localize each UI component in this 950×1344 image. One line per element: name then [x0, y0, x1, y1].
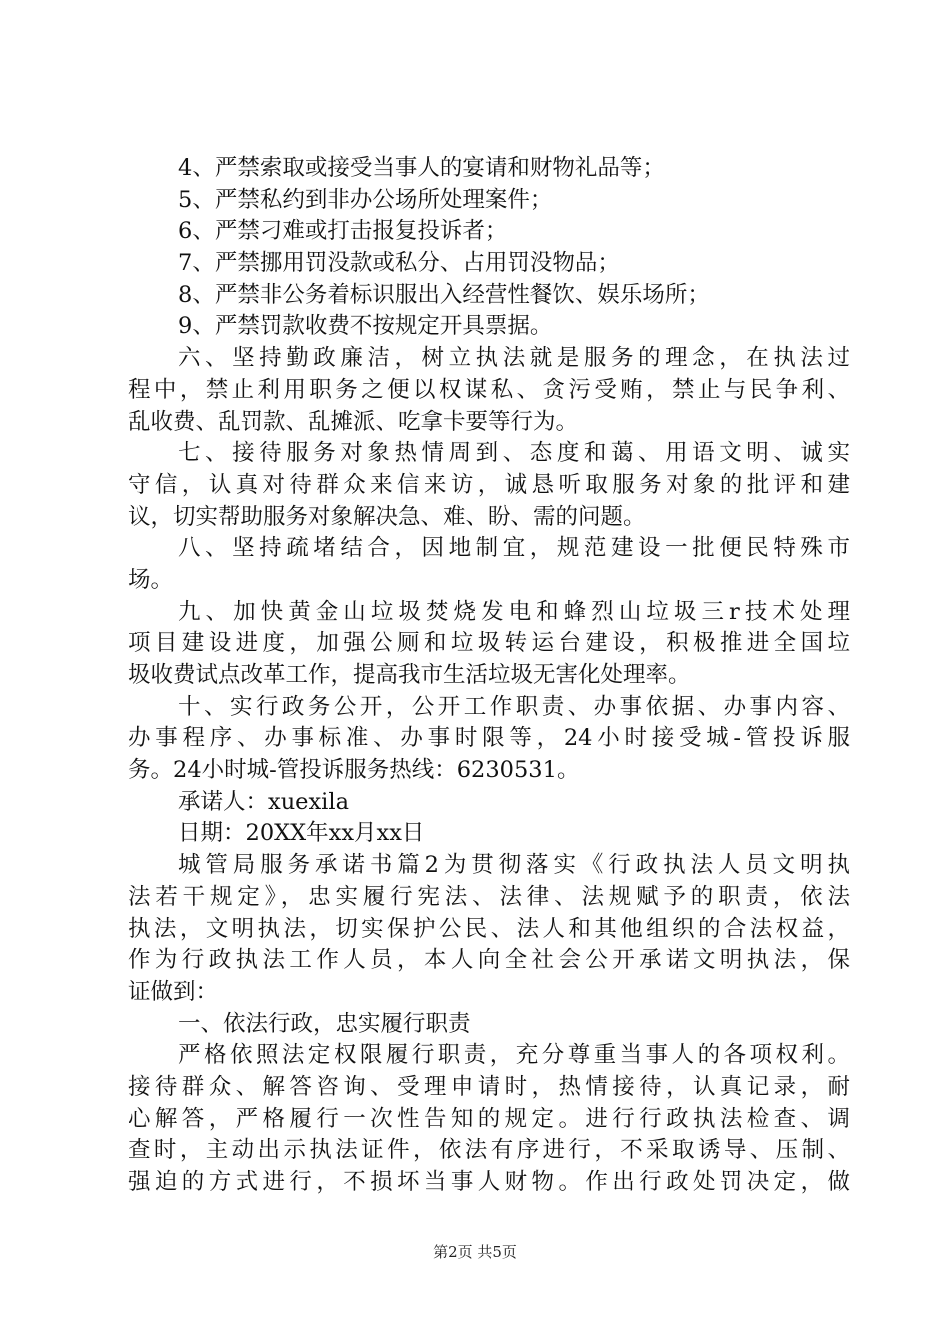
text-line: 6、严禁刁难或打击报复投诉者；: [178, 218, 508, 245]
text-line: 5、严禁私约到非办公场所处理案件；: [178, 186, 553, 213]
text-line: 七、接待服务对象热情周到、态度和蔼、用语文明、诚实: [178, 440, 850, 467]
text-line: 9、严禁罚款收费不按规定开具票据。: [178, 313, 553, 340]
text-line: 证做到：: [128, 978, 219, 1005]
text-line: 强迫的方式进行，不损坏当事人财物。作出行政处罚决定，做: [128, 1169, 850, 1195]
text-line: 法若干规定》，忠实履行宪法、法律、法规赋予的职责，依法: [128, 883, 850, 910]
text-line: 六、坚持勤政廉洁，树立执法就是服务的理念，在执法过: [178, 345, 850, 372]
text-line: 圾收费试点改革工作，提高我市生活垃圾无害化处理率。: [128, 662, 691, 688]
page-footer: 第2页 共5页: [433, 1243, 517, 1261]
text-line: 8、严禁非公务着标识服出入经营性餐饮、娱乐场所；: [178, 281, 710, 308]
text-line: 执法，文明执法，切实保护公民、法人和其他组织的合法权益，: [128, 915, 850, 942]
text-line: 7、严禁挪用罚没款或私分、占用罚没物品；: [178, 250, 620, 277]
text-line: 城管局服务承诺书篇2为贯彻落实《行政执法人员文明执: [178, 852, 850, 879]
text-line: 场。: [128, 566, 174, 593]
text-line: 项目建设进度，加强公厕和垃圾转运台建设，积极推进全国垃: [128, 630, 850, 657]
text-line: 九、加快黄金山垃圾焚烧发电和蜂烈山垃圾三r技术处理: [178, 598, 850, 625]
text-line: 4、严禁索取或接受当事人的宴请和财物礼品等；: [178, 155, 665, 181]
text-line: 乱收费、乱罚款、乱摊派、吃拿卡要等行为。: [128, 408, 579, 435]
text-line: 接待群众、解答咨询、受理申请时，热情接待，认真记录，耐: [128, 1073, 850, 1100]
text-line: 日期：20XX年xx月xx日: [178, 820, 425, 847]
text-line: 心解答，严格履行一次性告知的规定。进行行政执法检查、调: [128, 1105, 850, 1132]
document-body: [128, 153, 850, 1199]
text-line: 程中，禁止利用职务之便以权谋私、贪污受贿，禁止与民争利、: [128, 376, 850, 403]
text-line: 办事程序、办事标准、办事时限等，24小时接受城-管投诉服: [128, 725, 850, 752]
text-line: 一、依法行政，忠实履行职责: [178, 1010, 471, 1037]
text-line: 八、坚持疏堵结合，因地制宜，规范建设一批便民特殊市: [178, 535, 850, 562]
text-line: 作为行政执法工作人员，本人向全社会公开承诺文明执法，保: [128, 947, 850, 974]
text-line: 务。24小时城-管投诉服务热线：6230531。: [128, 757, 580, 784]
text-line: 十、实行政务公开，公开工作职责、办事依据、办事内容、: [178, 693, 850, 720]
text-line: 查时，主动出示执法证件，依法有序进行，不采取诱导、压制、: [128, 1137, 850, 1164]
text-line: 承诺人：xuexila: [178, 788, 349, 815]
text-line: 守信，认真对待群众来信来访，诚恳听取服务对象的批评和建: [128, 471, 850, 498]
text-line: 议，切实帮助服务对象解决急、难、盼、需的问题。: [128, 503, 646, 530]
text-line: 严格依照法定权限履行职责，充分尊重当事人的各项权利。: [178, 1042, 850, 1069]
